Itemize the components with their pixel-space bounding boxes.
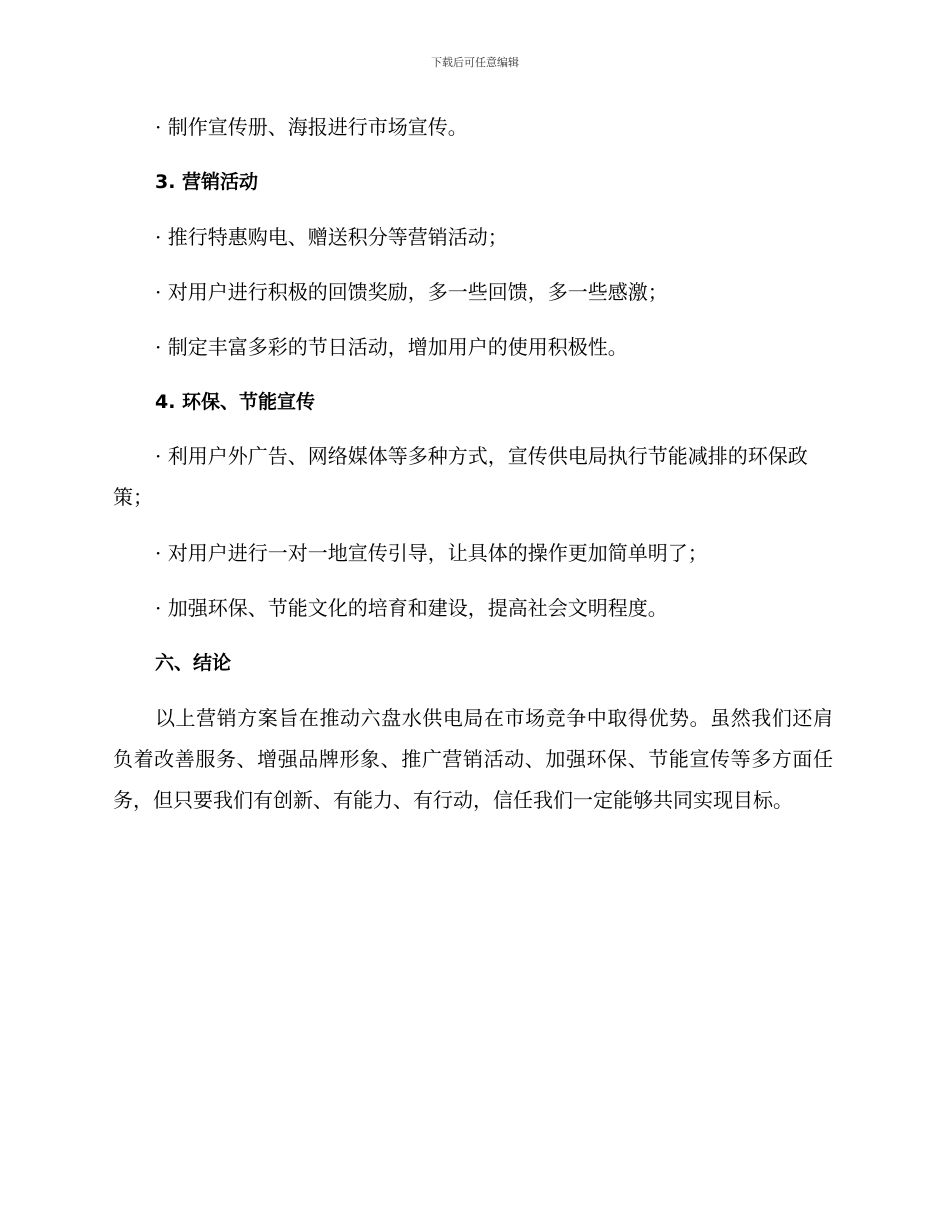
bullet-holiday-events: · 制定丰富多彩的节日活动，增加用户的使用积极性。 — [155, 335, 628, 359]
conclusion-paragraph: 以上营销方案旨在推动六盘水供电局在市场竞争中取得优势。虽然我们还肩负着改善服务、增强品牌形象、推广营销活动、加强环保、节能宣传等多方面任务，但只要我们有创新、有能力、有行动，信任我们一定能够共同实现目标。 — [113, 706, 833, 812]
heading-marketing-activities: 3. 营销活动 — [155, 171, 259, 193]
bullet-promotions: · 推行特惠购电、赠送积分等营销活动； — [155, 225, 508, 249]
bullet-brochure: · 制作宣传册、海报进行市场宣传。 — [155, 115, 468, 139]
bullet-advertising: · 利用户外广告、网络媒体等多种方式，宣传供电局执行节能减排的环保政策； — [113, 444, 808, 509]
bullet-guidance: · 对用户进行一对一地宣传引导，让具体的操作更加简单明了； — [155, 541, 708, 565]
page-header: 下载后可任意编辑 — [431, 56, 519, 69]
bullet-rewards: · 对用户进行积极的回馈奖励，多一些回馈，多一些感激； — [155, 280, 668, 304]
heading-conclusion: 六、结论 — [155, 652, 232, 674]
bullet-culture: · 加强环保、节能文化的培育和建设，提高社会文明程度。 — [155, 596, 668, 620]
heading-eco-promotion: 4. 环保、节能宣传 — [155, 391, 316, 413]
